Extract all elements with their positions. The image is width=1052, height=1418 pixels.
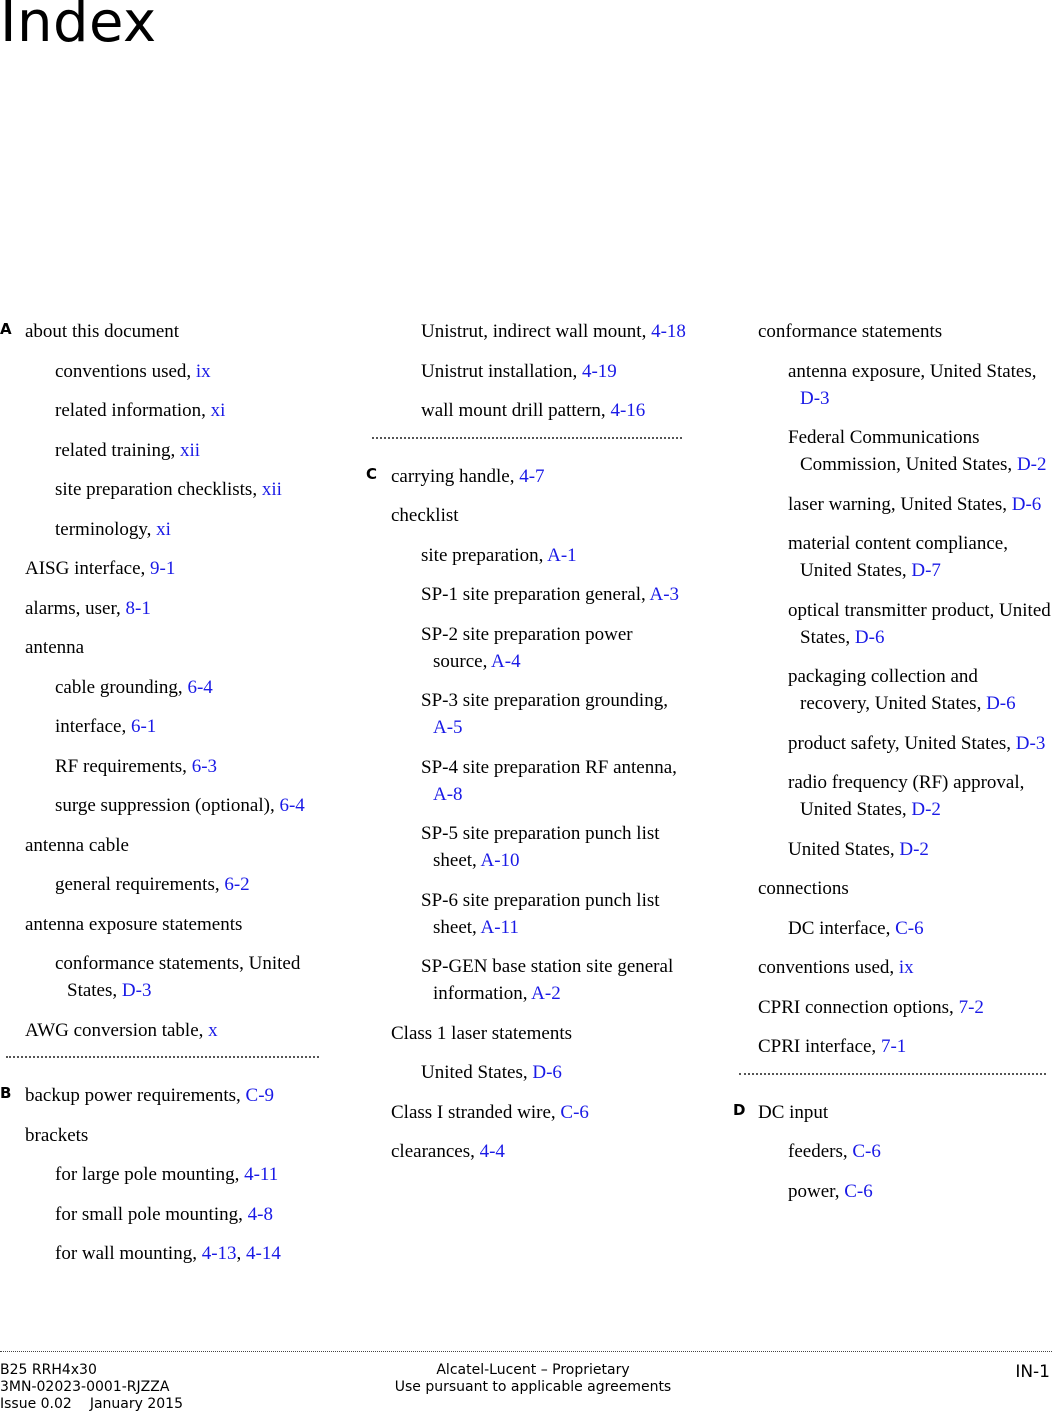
index-section-b-continued	[366, 318, 688, 424]
index-entry: conventions used, ix	[758, 957, 914, 978]
page-link[interactable]: xi	[210, 400, 226, 421]
page-link[interactable]: 4-8	[247, 1203, 273, 1225]
index-column-2	[366, 318, 688, 1178]
index-section-b	[0, 1082, 325, 1267]
index-section-a	[0, 318, 325, 1044]
index-entry: RF requirements, 6-3	[55, 755, 218, 777]
index-entry: for small pole mounting, 4-8	[55, 1203, 273, 1225]
index-entry: power, C-6	[788, 1180, 873, 1202]
page-link[interactable]: 4-7	[519, 465, 545, 487]
index-entry: for large pole mounting, 4-11	[55, 1164, 279, 1185]
index-entry: optical transmitter product, United States, D-6	[788, 599, 1051, 648]
index-entry: radio frequency (RF) approval, United States, D-2	[788, 772, 1025, 820]
section-letter: D	[733, 1100, 746, 1119]
page-link[interactable]: D-6	[854, 626, 885, 648]
section-letter: B	[0, 1084, 12, 1102]
page-link[interactable]: 6-2	[224, 874, 250, 895]
footer-issue: Issue 0.02	[0, 1396, 72, 1412]
footer-doc-number: 3MN-02023-0001-RJZZA	[0, 1379, 170, 1395]
index-entry: packaging collection and recovery, United States, D-6	[788, 666, 1016, 714]
footer-company: Alcatel-Lucent – Proprietary	[436, 1362, 630, 1378]
index-entry: antenna cable	[25, 834, 129, 856]
index-entry: United States, D-2	[788, 838, 929, 860]
page-link[interactable]: C-6	[844, 1180, 873, 1202]
page-link[interactable]: D-2	[899, 838, 929, 860]
index-section-c-continued	[733, 318, 1052, 1060]
index-entry: brackets	[25, 1124, 89, 1146]
index-entry: Federal Communications Commission, United States, D-2	[788, 427, 1047, 475]
index-entry: AWG conversion table, x	[25, 1019, 218, 1041]
page-link[interactable]: C-9	[245, 1085, 275, 1106]
index-entry: carrying handle, 4-7	[391, 465, 545, 487]
page-link[interactable]: A-11	[480, 916, 519, 938]
index-entry: SP-3 site preparation grounding, A-5	[421, 690, 668, 738]
page-link[interactable]: 6-3	[191, 755, 218, 777]
page-title: Index	[0, 0, 157, 55]
page-link[interactable]: D-6	[986, 693, 1016, 714]
page-link[interactable]: D-6	[532, 1062, 562, 1083]
index-entry: Class 1 laser statements	[391, 1022, 572, 1044]
index-entry: SP-6 site preparation punch list sheet, A-11	[421, 889, 660, 938]
index-entry: antenna	[25, 637, 85, 658]
page-link[interactable]: 4-19	[581, 360, 617, 382]
index-section-c	[366, 463, 688, 1166]
page-link[interactable]: A-4	[491, 650, 521, 672]
page-link[interactable]: 7-1	[880, 1036, 907, 1057]
page-link[interactable]: x	[208, 1019, 218, 1041]
index-entry: cable grounding, 6-4	[55, 676, 213, 698]
index-entry: AISG interface, 9-1	[25, 558, 176, 579]
page-link[interactable]: D-7	[911, 560, 941, 581]
index-entry: site preparation, A-1	[421, 544, 577, 566]
page-link[interactable]: 4-11	[244, 1164, 279, 1185]
index-entry: related information, xi	[55, 400, 226, 421]
page-link[interactable]: D-2	[911, 799, 941, 820]
section-letter: C	[366, 464, 378, 483]
page-link[interactable]: D-3	[121, 980, 152, 1001]
index-entry: about this document	[25, 321, 180, 342]
index-entry: conformance statements, United States, D-3	[55, 953, 301, 1001]
index-entry: conformance statements	[758, 321, 943, 342]
section-divider	[372, 437, 682, 439]
page-link[interactable]: 4-18	[651, 321, 686, 342]
index-entry: SP-4 site preparation RF antenna, A-8	[421, 756, 677, 805]
section-divider	[6, 1056, 319, 1058]
index-entry: alarms, user, 8-1	[25, 597, 151, 619]
index-entry: antenna exposure statements	[25, 913, 243, 935]
index-entry: terminology, xi	[55, 518, 171, 540]
page-link[interactable]: A-5	[433, 717, 463, 738]
page-link[interactable]: ix	[195, 360, 211, 382]
footer-doc-info	[0, 1362, 183, 1413]
page-link[interactable]: xii	[261, 479, 282, 500]
footer-page-number: IN-1	[1015, 1362, 1050, 1382]
page-link[interactable]: D-3	[1015, 732, 1046, 754]
index-entry: Unistrut, indirect wall mount, 4-18	[421, 321, 686, 342]
index-entry: CPRI connection options, 7-2	[758, 996, 984, 1018]
index-entry: SP-5 site preparation punch list sheet, A-10	[421, 823, 660, 871]
page-link[interactable]: xii	[180, 439, 201, 461]
page-link[interactable]: 4-16	[610, 400, 646, 421]
index-entry: interface, 6-1	[55, 716, 157, 737]
index-entry: United States, D-6	[421, 1062, 562, 1083]
index-entry: Class I stranded wire, C-6	[391, 1101, 589, 1123]
index-entry: related training, xii	[55, 439, 201, 461]
index-entry: laser warning, United States, D-6	[788, 493, 1042, 515]
index-entry: Unistrut installation, 4-19	[421, 360, 617, 382]
page-link[interactable]: ix	[898, 957, 914, 978]
section-letter: A	[0, 320, 12, 338]
page-link[interactable]: 6-4	[279, 795, 305, 816]
index-entry: CPRI interface, 7-1	[758, 1036, 907, 1057]
page-link[interactable]: xi	[156, 518, 171, 540]
footer-proprietary	[383, 1362, 683, 1396]
index-entry: checklist	[391, 505, 459, 526]
page-link[interactable]: D-3	[800, 387, 830, 409]
index-entry: product safety, United States, D-3	[788, 732, 1046, 754]
page-link[interactable]: C-6	[560, 1101, 589, 1123]
page-link[interactable]: 4-13	[201, 1243, 237, 1264]
index-entry: DC input	[758, 1101, 829, 1123]
index-entry: wall mount drill pattern, 4-16	[421, 400, 646, 421]
index-column-1	[0, 318, 325, 1280]
footer-notice: Use pursuant to applicable agreements	[394, 1379, 672, 1395]
footer-divider	[0, 1351, 1052, 1352]
index-entry: site preparation checklists, xii	[55, 479, 282, 500]
index-entry: SP-2 site preparation power source, A-4	[421, 623, 633, 672]
index-entry: backup power requirements, C-9	[25, 1085, 275, 1106]
page-link[interactable]: A-10	[480, 850, 520, 871]
page-link[interactable]: 4-14	[246, 1243, 281, 1264]
index-entry: general requirements, 6-2	[55, 874, 250, 895]
index-entry: feeders, C-6	[788, 1141, 881, 1162]
page-link[interactable]: A-3	[649, 584, 680, 605]
footer-product: B25 RRH4x30	[0, 1362, 97, 1378]
page-link[interactable]: C-6	[895, 917, 924, 939]
page-link[interactable]: 6-4	[187, 676, 213, 698]
index-entry: clearances, 4-4	[391, 1141, 505, 1162]
page-link[interactable]: C-6	[852, 1141, 881, 1162]
section-divider	[739, 1073, 1046, 1075]
index-entry: surge suppression (optional), 6-4	[55, 795, 305, 816]
index-entry: connections	[758, 878, 849, 899]
index-column-3	[733, 318, 1052, 1217]
footer-date: January 2015	[89, 1396, 183, 1412]
page-link[interactable]: A-2	[531, 983, 561, 1004]
index-entry: material content compliance, United States, D-7	[788, 533, 1008, 581]
page-link[interactable]: D-6	[1011, 493, 1042, 515]
page-link[interactable]: 6-1	[130, 716, 157, 737]
index-entry: DC interface, C-6	[788, 917, 924, 939]
footer-issue-line	[0, 1396, 183, 1413]
page-link[interactable]: A-1	[547, 544, 577, 566]
index-entry: SP-GEN base station site general information, A-2	[421, 956, 674, 1004]
index-entry: SP-1 site preparation general, A-3	[421, 584, 680, 605]
index-entry: conventions used, ix	[55, 360, 211, 382]
page-link[interactable]: D-2	[1016, 454, 1047, 475]
page-link[interactable]: 7-2	[958, 996, 984, 1018]
page-link[interactable]: 9-1	[150, 558, 176, 579]
page-link[interactable]: 8-1	[125, 597, 151, 619]
index-entry: antenna exposure, United States, D-3	[788, 360, 1037, 409]
page-link[interactable]: A-8	[433, 783, 463, 805]
index-entry: for wall mounting, 4-13, 4-14	[55, 1243, 281, 1264]
page-link[interactable]: 4-4	[479, 1141, 505, 1162]
index-section-d	[733, 1099, 1052, 1205]
